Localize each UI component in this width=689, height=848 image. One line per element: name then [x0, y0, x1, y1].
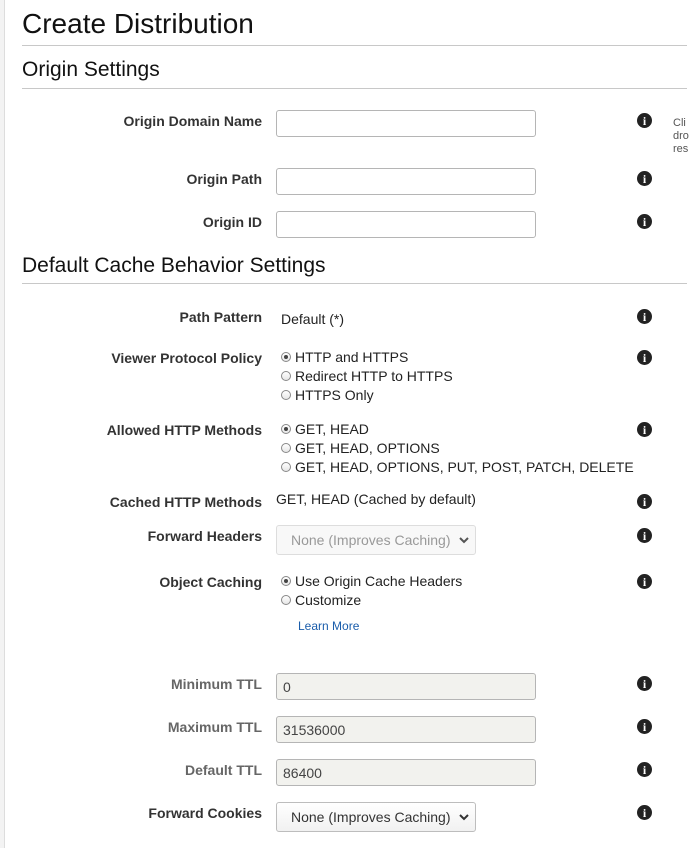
maximum-ttl-label: Maximum TTL [167, 719, 262, 735]
default-ttl-label: Default TTL [185, 762, 262, 778]
info-icon[interactable]: i [637, 494, 652, 509]
origin-path-label: Origin Path [186, 171, 262, 187]
info-icon[interactable]: i [637, 762, 652, 777]
radio-button[interactable] [281, 352, 291, 362]
path-pattern-label: Path Pattern [179, 309, 262, 325]
path-pattern-value: Default (*) [281, 311, 345, 327]
info-icon[interactable]: i [637, 171, 652, 186]
forward-cookies-select[interactable]: None (Improves Caching) [276, 802, 476, 832]
radio-customize[interactable]: Customize [281, 592, 361, 608]
radio-button[interactable] [281, 462, 291, 472]
minimum-ttl-label: Minimum TTL [171, 676, 262, 692]
radio-button[interactable] [281, 390, 291, 400]
radio-get-head[interactable]: GET, HEAD [281, 421, 369, 437]
info-icon[interactable]: i [637, 350, 652, 365]
forward-cookies-label: Forward Cookies [148, 805, 262, 821]
chevron-down-icon [453, 814, 475, 821]
minimum-ttl-input[interactable] [276, 673, 536, 700]
radio-http-and-https[interactable]: HTTP and HTTPS [281, 349, 408, 365]
viewer-protocol-policy-label: Viewer Protocol Policy [111, 350, 262, 366]
left-edge-panel [0, 0, 5, 848]
radio-redirect-http-to-https[interactable]: Redirect HTTP to HTTPS [281, 368, 453, 384]
help-text: Cli dro res [673, 117, 689, 155]
page-title: Create Distribution [22, 8, 254, 39]
learn-more-link[interactable]: Learn More [298, 619, 360, 633]
cached-http-methods-label: Cached HTTP Methods [109, 494, 262, 510]
divider [22, 88, 687, 89]
info-icon[interactable]: i [637, 574, 652, 589]
chevron-down-icon [453, 537, 475, 544]
forward-headers-select[interactable]: None (Improves Caching) [276, 525, 476, 555]
origin-id-input[interactable] [276, 211, 536, 238]
radio-use-origin-cache-headers[interactable]: Use Origin Cache Headers [281, 573, 462, 589]
radio-https-only[interactable]: HTTPS Only [281, 387, 374, 403]
divider [22, 45, 687, 46]
info-icon[interactable]: i [637, 528, 652, 543]
origin-id-label: Origin ID [202, 214, 262, 230]
radio-all-methods[interactable]: GET, HEAD, OPTIONS, PUT, POST, PATCH, DELETE [281, 459, 634, 475]
object-caching-label: Object Caching [159, 574, 262, 590]
cached-http-methods-value: GET, HEAD (Cached by default) [276, 491, 476, 507]
radio-button[interactable] [281, 576, 291, 586]
origin-domain-name-label: Origin Domain Name [123, 113, 262, 129]
info-icon[interactable]: i [637, 805, 652, 820]
default-ttl-input[interactable] [276, 759, 536, 786]
info-icon[interactable]: i [637, 309, 652, 324]
info-icon[interactable]: i [637, 422, 652, 437]
radio-button[interactable] [281, 424, 291, 434]
info-icon[interactable]: i [637, 676, 652, 691]
info-icon[interactable]: i [637, 719, 652, 734]
info-icon[interactable]: i [637, 113, 652, 128]
radio-button[interactable] [281, 371, 291, 381]
origin-path-input[interactable] [276, 168, 536, 195]
radio-get-head-options[interactable]: GET, HEAD, OPTIONS [281, 440, 440, 456]
origin-settings-heading: Origin Settings [22, 58, 160, 81]
info-icon[interactable]: i [637, 214, 652, 229]
radio-button[interactable] [281, 595, 291, 605]
forward-headers-label: Forward Headers [147, 528, 262, 544]
origin-domain-name-input[interactable] [276, 110, 536, 137]
allowed-http-methods-label: Allowed HTTP Methods [106, 422, 262, 438]
maximum-ttl-input[interactable] [276, 716, 536, 743]
radio-button[interactable] [281, 443, 291, 453]
divider [22, 283, 687, 284]
cache-behavior-heading: Default Cache Behavior Settings [22, 254, 326, 277]
